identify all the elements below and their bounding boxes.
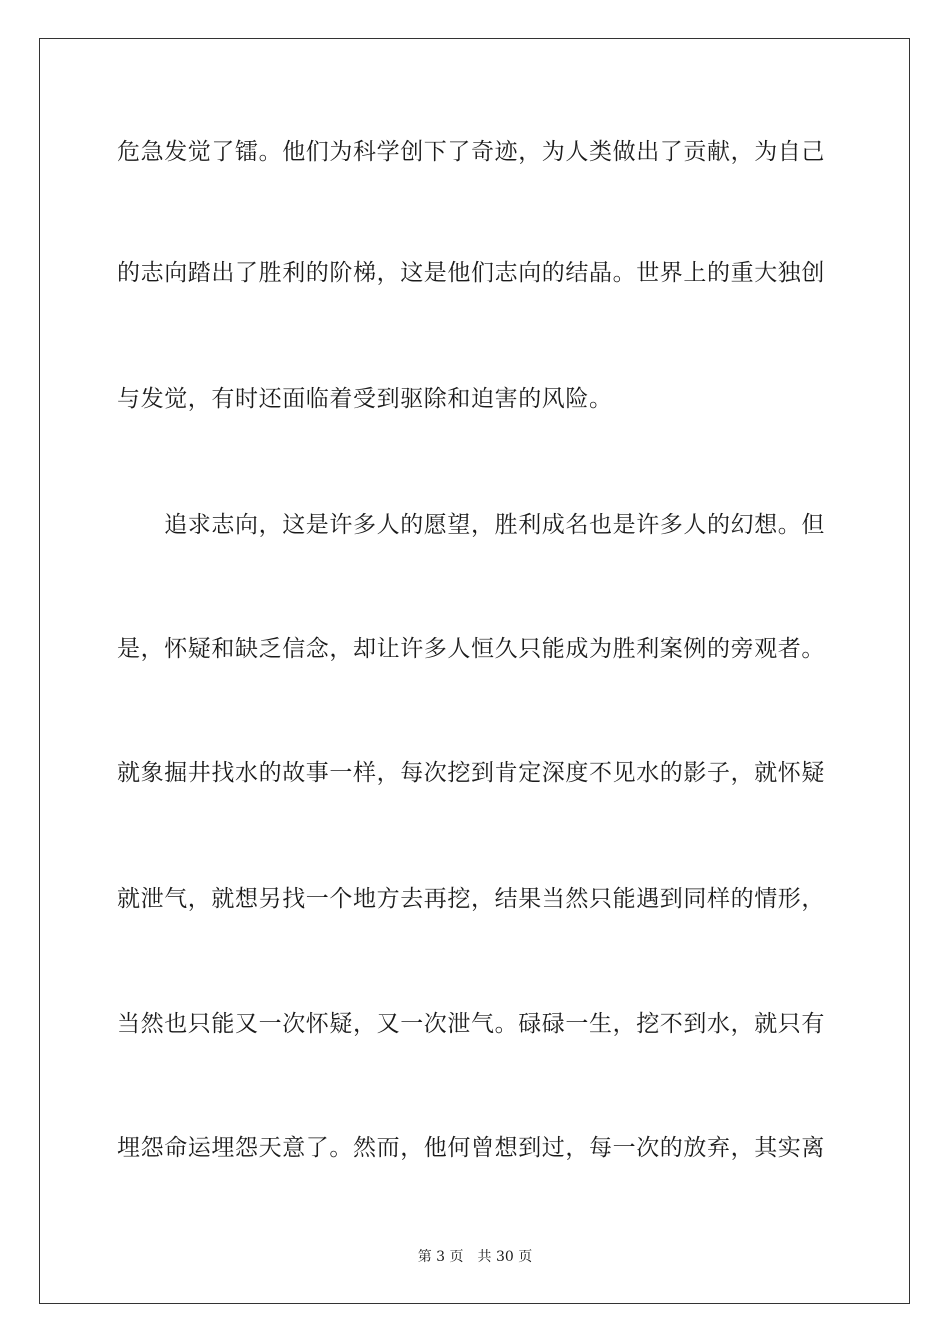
- page-frame: [39, 38, 910, 1304]
- text-line: 危急发觉了镭。他们为科学创下了奇迹，为人类做出了贡献，为自己: [117, 139, 825, 165]
- text-line: 的志向踏出了胜利的阶梯，这是他们志向的结晶。世界上的重大独创: [117, 260, 825, 286]
- text-line: 与发觉，有时还面临着受到驱除和迫害的风险。: [117, 386, 613, 412]
- page-total: 共 30 页: [477, 1249, 533, 1265]
- text-line: 是，怀疑和缺乏信念，却让许多人恒久只能成为胜利案例的旁观者。: [117, 636, 825, 662]
- text-line: 就象掘井找水的故事一样，每次挖到肯定深度不见水的影子，就怀疑: [117, 760, 825, 786]
- page-footer: [0, 1248, 950, 1266]
- text-line: 就泄气，就想另找一个地方去再挖，结果当然只能遇到同样的情形，: [117, 886, 825, 912]
- page-number: 第 3 页: [417, 1249, 464, 1265]
- text-line: 当然也只能又一次怀疑，又一次泄气。碌碌一生，挖不到水，就只有: [117, 1011, 825, 1037]
- text-line: 埋怨命运埋怨天意了。然而，他何曾想到过，每一次的放弃，其实离: [117, 1135, 825, 1161]
- text-line: 追求志向，这是许多人的愿望，胜利成名也是许多人的幻想。但: [117, 512, 825, 538]
